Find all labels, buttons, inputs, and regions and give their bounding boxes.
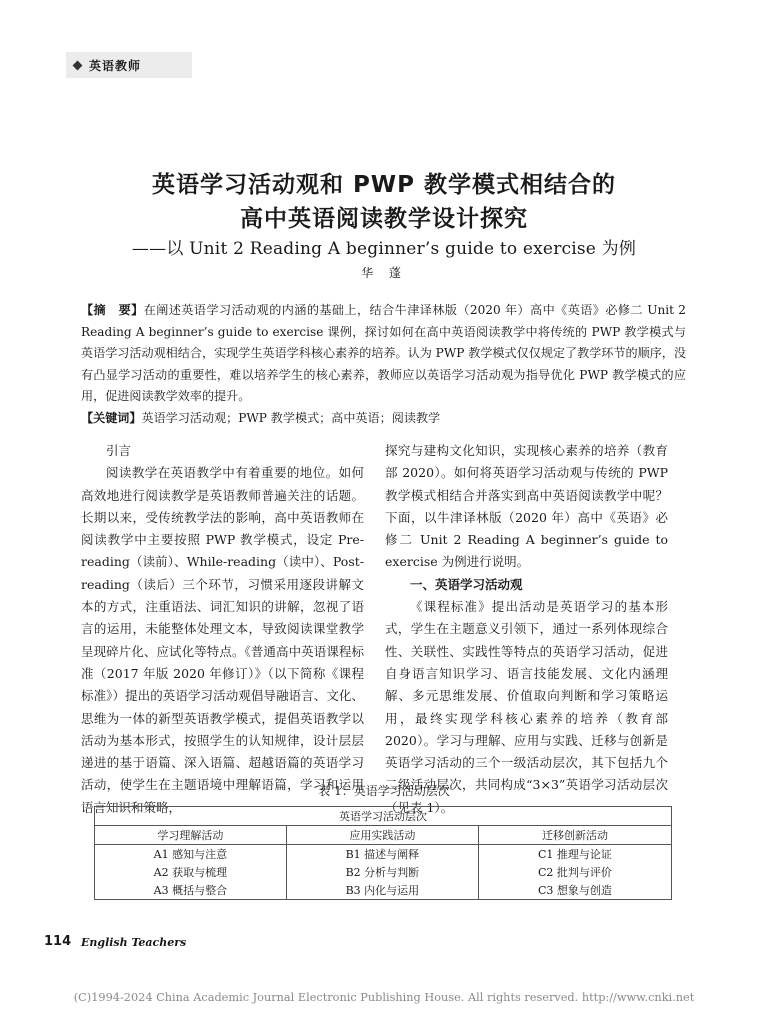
section-header-tag (66, 52, 192, 78)
intro-paragraph: 阅读教学在英语教学中有着重要的地位。如何高效地进行阅读教学是英语教师普遍关注的话题。长期以来，受传统教学法的影响，高中英语教师在阅读教学中主要按照 PWP 教学模式，设定 Pre-reading（读前）、While-reading（读中）、Post-reading（读后）三个环节，习惯采用逐段讲解文本的方式，注重语法、词汇知识的讲解，忽视了语言的运用，未能整体处理文本，导致阅读课堂教学呈现碎片化、应试化等特点。《普通高中英语课程标准（2017 年版 2020 年修订）》（以下简称《课程标准》）提出的英语学习活动观倡导融语言、文化、思维为一体的新型英语教学模式，提倡英语教学以活动为基本形式，按照学生的认知规律，设计层层递进的基于语篇、深入语篇、超越语篇的英语学习活动，使学生在主题语境中理解语篇，学习和运用语言知识和策略， (81, 465, 364, 815)
section1-paragraph: 《课程标准》提出活动是英语学习的基本形式，学生在主题意义引领下，通过一系列体现综合性、关联性、实践性等特点的英语学习活动，促进自身语言知识学习、语言技能发展、文化内涵理解、多元思维发展、价值取向判断和学习策略运用，最终实现学科核心素养的培养（教育部 2020）。学习与理解、应用与实践、迁移与创新是英语学习活动的三个一级活动层次，其下包括九个二级活动层次，共同构成“3×3”英语学习活动层次（见表 1）。 (385, 599, 668, 815)
table-cell: B1 描述与阐释 (286, 845, 478, 864)
article-title-line2: 高中英语阅读教学设计探究 (240, 206, 528, 232)
keywords (81, 408, 686, 429)
abstract (81, 300, 686, 408)
table-cell: C3 想象与创造 (478, 881, 671, 900)
copyright-notice: (C)1994-2024 China Academic Journal Electronic Publishing House. All rights reserved. http://www.cnki.net (73, 991, 695, 1004)
abstract-label: 【摘 要】 (81, 303, 144, 317)
section1-heading: 一、英语学习活动观 (410, 576, 523, 592)
table-cell: C2 批判与评价 (478, 863, 671, 881)
right-column (385, 440, 668, 819)
table-title: 英语学习活动层次 (95, 807, 672, 826)
author-name: 华 蓬 (361, 266, 407, 280)
table-row (95, 881, 672, 900)
article-subtitle: ——以 Unit 2 Reading A beginner’s guide to exercise 为例 (131, 239, 637, 259)
table-header: 迁移创新活动 (478, 826, 671, 845)
table-cell: B3 内化与运用 (286, 881, 478, 900)
table-header: 学习理解活动 (95, 826, 287, 845)
table-row (95, 863, 672, 881)
table-cell: A2 获取与梳理 (95, 863, 287, 881)
page-number: 114 (44, 934, 72, 949)
table-cell: C1 推理与论证 (478, 845, 671, 864)
diamond-icon (73, 60, 83, 70)
table-header: 应用实践活动 (286, 826, 478, 845)
intro-heading: 引言 (106, 443, 132, 458)
table-row (95, 845, 672, 864)
section-label: 英语教师 (89, 58, 142, 73)
table-cell: A3 概括与整合 (95, 881, 287, 900)
activity-levels-table (94, 806, 672, 900)
table-caption: 表 1：英语学习活动层次 (318, 784, 450, 798)
table-cell: B2 分析与判断 (286, 863, 478, 881)
table-cell: A1 感知与注意 (95, 845, 287, 864)
abstract-text: 在阐述英语学习活动观的内涵的基础上，结合牛津译林版（2020 年）高中《英语》必修二 Unit 2 Reading A beginner’s guide to exercise 课例，探讨如何在高中英语阅读教学中将传统的 PWP 教学模式与英语学习活动观相结合，实现学生英语学科核心素养的培养。认为 PWP 教学模式仅仅规定了教学环节的顺序，没有凸显学习活动的重要性，难以培养学生的核心素养，教师应以英语学习活动观为指导优化 PWP 教学模式的应用，促进阅读教学效率的提升。 (81, 303, 686, 403)
right-paragraph-continued: 探究与建构文化知识，实现核心素养的培养（教育部 2020）。如何将英语学习活动观与传统的 PWP 教学模式相结合并落实到高中英语阅读教学中呢？下面，以牛津译林版（2020 年）高中《英语》必修二 Unit 2 Reading A beginner’s guide to exercise 为例进行说明。 (385, 443, 668, 570)
keywords-label: 【关键词】 (81, 411, 142, 425)
left-column (81, 440, 364, 819)
keywords-text: 英语学习活动观；PWP 教学模式；高中英语；阅读教学 (141, 411, 441, 425)
journal-name: English Teachers (81, 936, 187, 949)
article-title-line1: 英语学习活动观和 PWP 教学模式相结合的 (151, 172, 617, 198)
